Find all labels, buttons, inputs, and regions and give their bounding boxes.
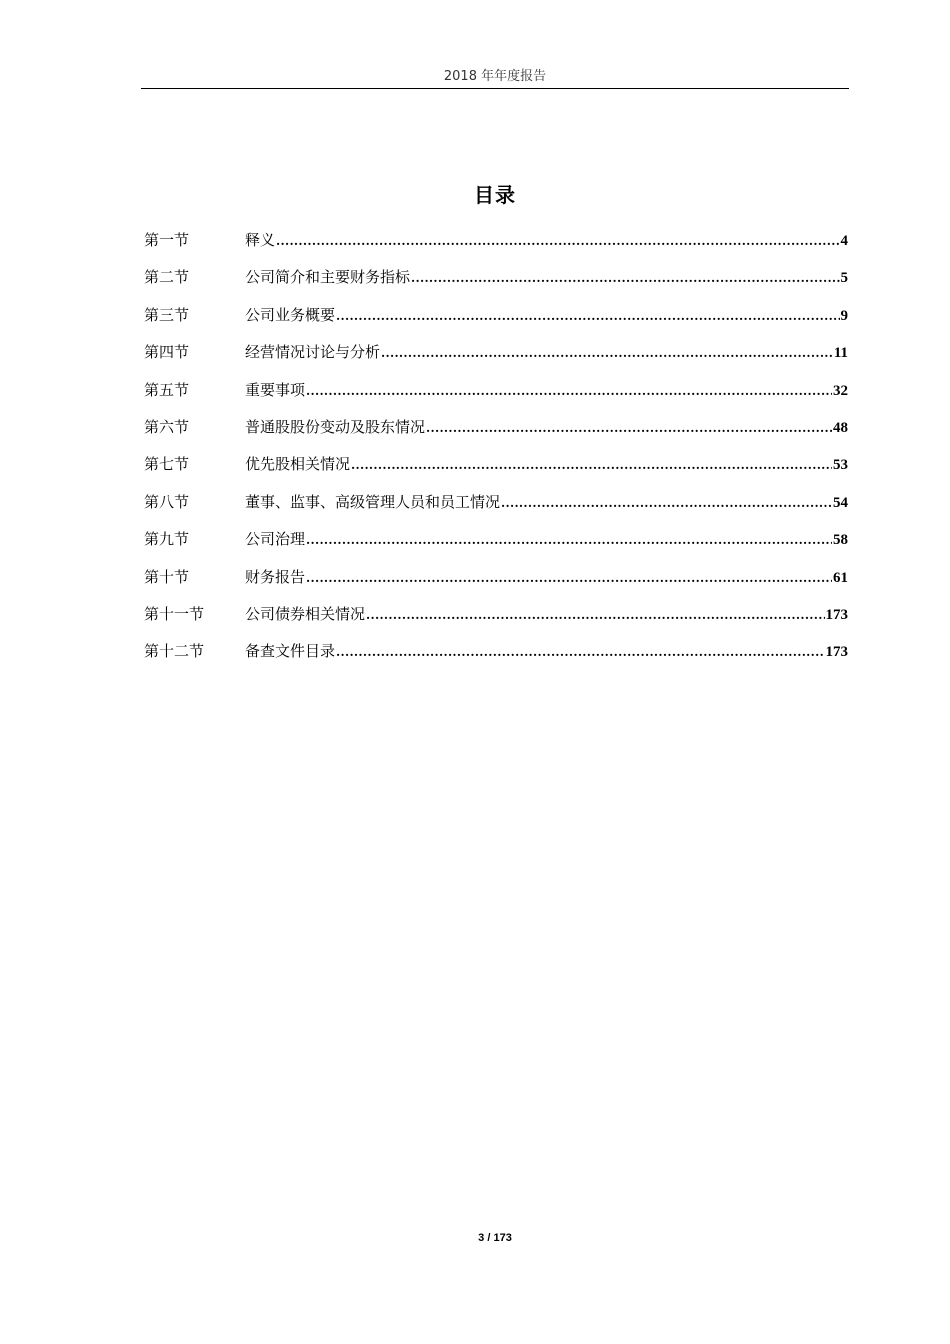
toc-entry-2[interactable] <box>144 259 848 296</box>
toc-chapter-title: 公司简介和主要财务指标 <box>245 268 411 287</box>
toc-dot-leader <box>306 522 832 559</box>
toc-dot-leader <box>336 634 824 671</box>
toc-page-number: 5 <box>840 270 848 287</box>
toc-page-number: 173 <box>825 644 848 661</box>
toc-section-number: 第九节 <box>144 530 190 549</box>
toc-dot-leader <box>381 335 833 372</box>
toc-entry-11[interactable] <box>144 596 848 633</box>
table-of-contents <box>144 222 848 671</box>
toc-title: 目录 <box>474 183 516 207</box>
toc-dot-leader <box>426 410 832 447</box>
toc-chapter-title: 释义 <box>245 231 276 249</box>
toc-section-number: 第十二节 <box>144 642 205 661</box>
toc-dot-leader <box>366 597 824 634</box>
toc-dot-leader <box>351 447 832 484</box>
toc-page-number: 173 <box>825 606 848 623</box>
toc-entry-12[interactable] <box>144 633 848 670</box>
toc-page-number: 53 <box>833 457 848 474</box>
toc-dot-leader <box>501 485 832 522</box>
toc-dot-leader <box>336 298 839 335</box>
toc-chapter-title: 普通股股份变动及股东情况 <box>245 417 426 436</box>
toc-chapter-title: 备查文件目录 <box>245 642 336 661</box>
toc-chapter-title: 重要事项 <box>245 380 306 399</box>
toc-entry-7[interactable] <box>144 446 848 483</box>
toc-section-number: 第二节 <box>144 268 190 287</box>
toc-chapter-title: 公司治理 <box>245 530 306 549</box>
toc-section-number: 第十节 <box>144 567 190 586</box>
toc-entry-5[interactable] <box>144 372 848 409</box>
toc-chapter-title: 董事、监事、高级管理人员和员工情况 <box>245 492 501 511</box>
toc-entry-4[interactable] <box>144 334 848 371</box>
toc-section-number: 第三节 <box>144 305 190 324</box>
toc-section-number: 第五节 <box>144 380 190 399</box>
running-header: 2018 年年度报告 <box>443 69 547 84</box>
toc-entry-8[interactable] <box>144 484 848 521</box>
toc-page-number: 61 <box>833 569 848 586</box>
toc-section-number: 第七节 <box>144 455 190 474</box>
toc-chapter-title: 优先股相关情况 <box>245 455 351 474</box>
toc-entry-10[interactable] <box>144 559 848 596</box>
toc-dot-leader <box>306 560 832 597</box>
toc-page-number: 4 <box>840 233 848 249</box>
toc-chapter-title: 公司债券相关情况 <box>245 604 366 623</box>
toc-entry-1[interactable] <box>144 222 848 259</box>
toc-chapter-title: 财务报告 <box>245 567 306 586</box>
toc-entry-3[interactable] <box>144 297 848 334</box>
toc-page-number: 58 <box>833 532 848 549</box>
toc-section-number: 第四节 <box>144 343 190 362</box>
toc-page-number: 54 <box>833 494 848 511</box>
toc-page-number: 48 <box>833 419 848 436</box>
toc-section-number: 第十一节 <box>144 604 205 623</box>
toc-entry-6[interactable] <box>144 409 848 446</box>
page-number-footer: 3 / 173 <box>478 1232 512 1244</box>
toc-dot-leader <box>276 223 839 260</box>
toc-page-number: 11 <box>833 345 848 362</box>
toc-entry-9[interactable] <box>144 521 848 558</box>
toc-dot-leader <box>306 373 832 410</box>
toc-chapter-title: 经营情况讨论与分析 <box>245 343 381 362</box>
toc-page-number: 9 <box>840 307 848 324</box>
header-divider <box>141 88 849 89</box>
toc-section-number: 第八节 <box>144 492 190 511</box>
toc-section-number: 第六节 <box>144 417 190 436</box>
toc-dot-leader <box>411 260 839 297</box>
toc-page-number: 32 <box>833 382 848 399</box>
toc-chapter-title: 公司业务概要 <box>245 305 336 324</box>
toc-section-number: 第一节 <box>144 231 190 249</box>
